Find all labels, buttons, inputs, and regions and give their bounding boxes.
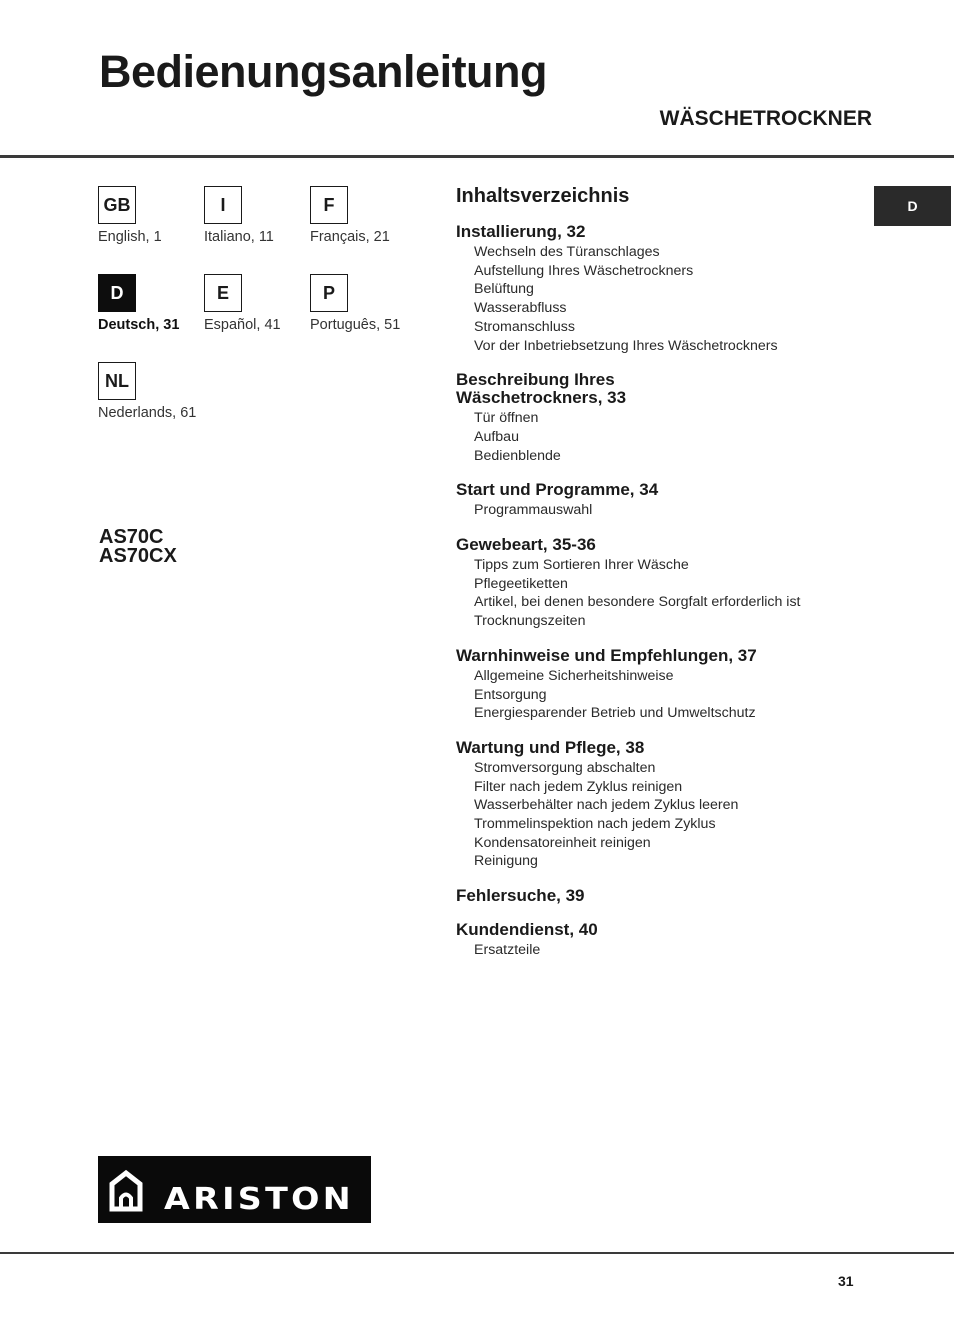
document-title: Bedienungsanleitung [99, 46, 548, 97]
toc-item[interactable]: Allgemeine Sicherheitshinweise [474, 667, 674, 684]
toc-item[interactable]: Pflegeetiketten [474, 575, 568, 592]
language-code-box[interactable]: F [310, 186, 348, 224]
language-option[interactable] [310, 274, 416, 343]
language-option[interactable] [204, 186, 310, 255]
toc-item[interactable]: Reinigung [474, 853, 538, 870]
language-label: Nederlands, 61 [98, 405, 197, 421]
language-option[interactable] [204, 274, 310, 343]
toc-section-title[interactable]: Wartung und Pflege, 38 [456, 737, 645, 757]
language-tab: D [874, 186, 951, 226]
toc-section [456, 223, 856, 355]
language-label: Deutsch, 31 [98, 317, 180, 333]
toc-item[interactable]: Kondensatoreinheit reinigen [474, 834, 651, 851]
ariston-logo [98, 1156, 371, 1223]
toc-section [456, 481, 856, 520]
svg-text:ARISTON: ARISTON [164, 1182, 354, 1217]
toc-item[interactable]: Artikel, bei denen besondere Sorgfalt erforderlich ist [474, 594, 801, 611]
page-number: 31 [838, 1273, 854, 1289]
toc-item[interactable]: Entsorgung [474, 686, 547, 703]
toc-item[interactable]: Wechseln des Türanschlages [474, 244, 660, 260]
toc-section-title[interactable]: Wäschetrockners, 33 [456, 388, 627, 408]
toc-section [456, 536, 856, 631]
toc-item[interactable]: Vor der Inbetriebsetzung Ihres Wäschetrockners [474, 337, 778, 354]
toc-section-title[interactable]: Warnhinweise und Empfehlungen, 37 [456, 645, 757, 665]
footer-divider [0, 1252, 954, 1254]
model-name: AS70C [99, 526, 164, 548]
toc-item-list [456, 243, 856, 355]
language-selector [98, 186, 428, 431]
toc-section-title[interactable]: Fehlersuche, 39 [456, 886, 585, 906]
toc-item-list [456, 667, 856, 723]
language-option[interactable] [98, 186, 204, 255]
toc-section-title[interactable]: Gewebeart, 35-36 [456, 535, 596, 555]
toc-item[interactable]: Bedienblende [474, 447, 561, 464]
language-option[interactable] [98, 362, 204, 431]
language-code-box[interactable]: D [98, 274, 136, 312]
toc-item[interactable]: Trocknungszeiten [474, 613, 586, 630]
language-option[interactable] [98, 274, 204, 343]
language-code-box[interactable]: E [204, 274, 242, 312]
toc-item[interactable]: Stromversorgung abschalten [474, 759, 656, 776]
language-code-box[interactable]: P [310, 274, 348, 312]
toc-item[interactable]: Trommelinspektion nach jedem Zyklus [474, 816, 716, 833]
language-label: Français, 21 [310, 229, 390, 245]
toc-item-list [456, 556, 856, 631]
toc-section [456, 371, 856, 465]
toc-section-title[interactable]: Kundendienst, 40 [456, 920, 598, 940]
toc-item[interactable]: Aufbau [474, 428, 519, 445]
toc-item[interactable]: Tipps zum Sortieren Ihrer Wäsche [474, 557, 689, 574]
toc-section [456, 887, 856, 905]
toc-item[interactable]: Programmauswahl [474, 502, 593, 519]
toc-item-list [456, 941, 856, 960]
toc-item[interactable]: Tür öffnen [474, 410, 539, 427]
toc-item[interactable]: Aufstellung Ihres Wäschetrockners [474, 262, 694, 279]
toc-item[interactable]: Stromanschluss [474, 318, 575, 335]
toc-heading: Inhaltsverzeichnis [456, 185, 630, 207]
model-list [99, 528, 177, 566]
language-code-box[interactable]: I [204, 186, 242, 224]
house-icon [98, 1156, 371, 1223]
toc-section-title[interactable]: Installierung, 32 [456, 222, 586, 241]
toc-item[interactable]: Ersatzteile [474, 942, 541, 959]
language-label: Italiano, 11 [204, 229, 274, 245]
language-label: Português, 51 [310, 317, 401, 333]
toc-section [456, 739, 856, 871]
toc-item[interactable]: Wasserabfluss [474, 300, 567, 317]
language-code-box[interactable]: NL [98, 362, 136, 400]
toc-section-title[interactable]: Start und Programme, 34 [456, 480, 659, 500]
toc-item[interactable]: Filter nach jedem Zyklus reinigen [474, 778, 683, 795]
language-code-box[interactable]: GB [98, 186, 136, 224]
language-option[interactable] [310, 186, 416, 255]
model-name: AS70CX [99, 545, 177, 567]
toc-item[interactable]: Belüftung [474, 281, 534, 298]
toc-item-list [456, 409, 856, 465]
toc-item[interactable]: Energiesparender Betrieb und Umweltschutz [474, 705, 756, 722]
toc-item[interactable]: Wasserbehälter nach jedem Zyklus leeren [474, 797, 739, 814]
language-label: Español, 41 [204, 317, 281, 333]
product-category: WÄSCHETROCKNER [659, 107, 872, 130]
toc-section [456, 921, 856, 960]
table-of-contents [456, 183, 856, 976]
toc-sections [456, 223, 856, 960]
toc-section-title[interactable]: Beschreibung Ihres [456, 370, 615, 390]
language-label: English, 1 [98, 229, 162, 245]
toc-section [456, 647, 856, 723]
toc-item-list [456, 759, 856, 871]
toc-item-list [456, 501, 856, 520]
header-divider [0, 155, 954, 158]
